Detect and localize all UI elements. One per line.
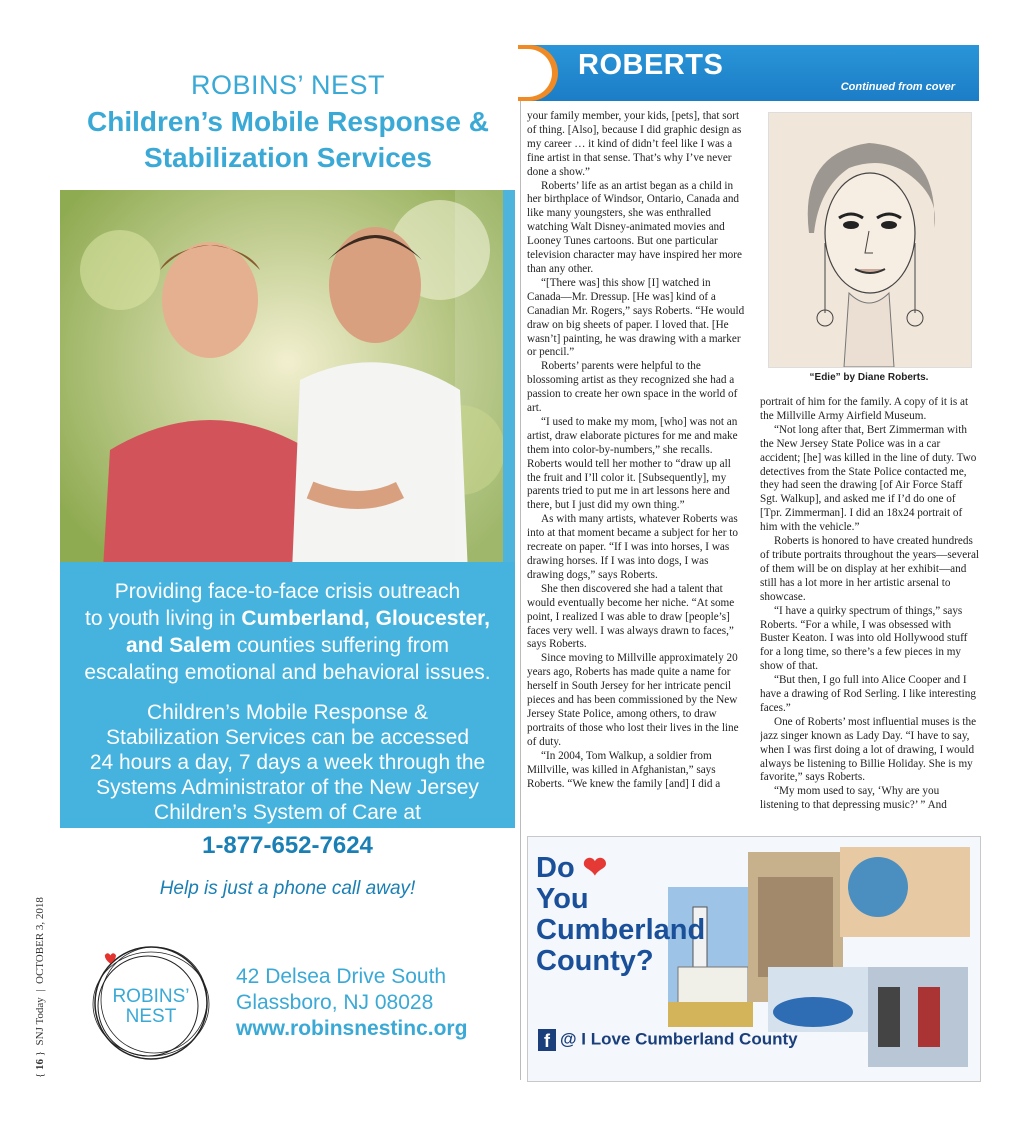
photo-stripe-light [455, 190, 503, 620]
publication-name: SNJ Today [34, 997, 46, 1046]
access-text [60, 700, 515, 825]
column-divider [520, 45, 521, 1080]
cc-line1 [536, 853, 705, 884]
photo-illustration [60, 190, 515, 620]
cc-facebook[interactable] [538, 1029, 798, 1051]
outreach-line2 [60, 605, 515, 632]
ad-title [60, 104, 516, 176]
col1-paragraph: “I used to make my mom, [who] was not an artist, draw elaborate pictures for me and make them into color-by-numbers,” she recalls. Roberts would tell her mother to “draw up all the fruit and I’ll color it. [Subsequently], my parents tried to put me in art lessons here and there, but I just did my own thing.” [527, 415, 738, 512]
edie-portrait [768, 112, 972, 368]
cc-line1-text: Do [536, 852, 575, 884]
address-line2: Glassboro, NJ 08028 [236, 991, 434, 1014]
col2-first-paragraph: portrait of him for the family. A copy of it is at the Millville Army Airfield Museum. [760, 396, 969, 422]
website-link[interactable]: www.robinsnestinc.org [236, 1017, 468, 1040]
col2-paragraph: “But then, I go full into Alice Cooper and I have a drawing of Rod Serling. I like interesting faces.” [760, 674, 976, 714]
outreach-line3-post: counties suffering from [231, 634, 449, 657]
hotline-phone[interactable]: 1-877-652-7624 [202, 832, 373, 859]
article-header [528, 45, 979, 101]
col1-paragraph: Roberts’ life as an artist began as a child in her birthplace of Windsor, Ontario, Canada and like many youngsters, she was enthralled watching Walt Disney-animated movies and Looney Tunes cartoons. But one particular television character may have inspired her more than any other. [527, 179, 742, 275]
cc-line3: Cumberland [536, 914, 706, 946]
ad-photo [60, 190, 515, 620]
outreach-line2-bold: Cumberland, Gloucester, [241, 607, 490, 630]
col1-paragraph: She then discovered she had a talent that would eventually become her niche. “At some point, I realized I was able to draw [people’s] faces very well. I was always drawn to faces,” says Roberts. [527, 582, 735, 651]
outreach-line4: escalating emotional and behavioral issues. [84, 661, 491, 684]
folio-brace-close: } [34, 1050, 46, 1059]
col2-paragraph: Roberts is honored to have created hundreds of tribute portraits throughout the years—several of them will be on display at her exhibit—and still has a lot more in her artistic arsenal to showcase. [760, 535, 980, 603]
col1-paragraph: Roberts’ parents were helpful to the blossoming artist as they recognized she had a passion to create her own space in the world of art. [527, 360, 738, 415]
address-line1: 42 Delsea Drive South [236, 965, 447, 988]
col2-paragraph: “Not long after that, Bert Zimmerman with the New Jersey State Police was in a car accident; [he] was killed in the line of duty. Two detectives from the State Police contacted me, they had seen the drawing [of Air Force Staff Sgt. Walkup], and asked me if I’d do one of [Tpr. Zimmerman]. I did an 18x24 portrait of him with the vehicle.” [760, 423, 977, 534]
cc-line4: County? [536, 945, 654, 977]
access-line3: 24 hours a day, 7 days a week through the [89, 751, 486, 774]
access-line1: Children’s Mobile Response & [147, 701, 428, 724]
ad-title-line2: Stabilization Services [144, 142, 432, 173]
robins-nest-logo [88, 940, 214, 1066]
col1-first-paragraph: your family member, your kids, [pets], that sort of thing. [Also], because I did graphic design as my career … it kind of didn’t feel like I was a fine artist in that sense. That’s why I’ve never done a show.” [527, 110, 742, 178]
folio-brace-open: { [34, 1069, 46, 1078]
outreach-line3-bold: and Salem [126, 634, 232, 657]
outreach-text [60, 578, 515, 686]
issue-date: OCTOBER 3, 2018 [34, 897, 46, 984]
col2-paragraph: “My mom used to say, ‘Why are you listening to that depressing music?’ ” And [760, 785, 947, 812]
col1-paragraph: “In 2004, Tom Walkup, a soldier from Millville, was killed in Afghanistan,” says Roberts. “We knew the family [and] I did a [527, 749, 721, 790]
page-folio: { 16 } SNJ Today | OCTOBER 3, 2018 [34, 897, 46, 1078]
article-column-2 [760, 396, 980, 820]
col1-paragraph: As with many artists, whatever Roberts was into at that moment became a subject for her to recreate on paper. “If I was into horses, I was drawing horses. If I was into dogs, I was drawing dogs,” says Roberts. [527, 513, 738, 581]
portrait-sketch [769, 113, 971, 367]
article-title: ROBERTS [578, 49, 724, 81]
access-line2: Stabilization Services can be accessed [105, 726, 470, 749]
continued-note: Continued from cover [840, 81, 955, 93]
col2-paragraph: One of Roberts’ most influential muses is the jazz singer known as Lady Day. “I have to say, when I was first doing a lot of drawing, I would always be listening to Billie Holiday. She is my favorite,” says Roberts. [760, 715, 977, 784]
logo-line2: NEST [125, 1006, 177, 1027]
ad-address [236, 964, 467, 1042]
access-line5: Children’s System of Care at [154, 801, 421, 824]
logo-line1: ROBINS’ [112, 986, 190, 1007]
portrait-caption: “Edie” by Diane Roberts. [809, 372, 929, 383]
heart-icon: ❤ [582, 852, 608, 884]
cumberland-county-ad [527, 836, 981, 1082]
ad-kicker: ROBINS’ NEST [190, 70, 386, 100]
page-number: 16 [34, 1058, 46, 1070]
cc-headline [536, 853, 705, 977]
col1-paragraph: “[There was] this show [I] watched in Canada—Mr. Dressup. [He was] kind of a Canadian Mr. Rogers,” says Roberts. “He would draw on big sheets of paper. I loved that. [He wasn’t] painting, he was drawing with a marker or pencil.” [527, 276, 745, 359]
robins-nest-ad [60, 60, 516, 1080]
article-column-1 [527, 110, 745, 820]
access-line4: Systems Administrator of the New Jersey [96, 776, 479, 799]
outreach-line1: Providing face-to-face crisis outreach [114, 580, 461, 603]
col2-paragraph: “I have a quirky spectrum of things,” says Roberts. “For a while, I was obsessed with Buster Keaton. I was into old Hollywood stuff for a long time, so there’s a few pieces in my show of that. [760, 604, 968, 673]
ad-title-line1: Children’s Mobile Response & [87, 106, 489, 137]
nest-icon [88, 940, 214, 1066]
cc-line2: You [536, 883, 589, 915]
facebook-handle: @ I Love Cumberland County [560, 1029, 798, 1049]
help-tagline: Help is just a phone call away! [159, 878, 416, 899]
col1-paragraph: Since moving to Millville approximately 20 years ago, Roberts has made quite a name for herself in South Jersey for her intricate pencil pieces and has been commissioned by the New Jersey State Police, among others, to draw portraits of those who lost their lives in the line of duty. [527, 652, 739, 748]
outreach-line3 [60, 632, 515, 659]
outreach-line2-pre: to youth living in [84, 607, 242, 630]
facebook-icon: f [538, 1029, 556, 1051]
photo-stripe [503, 190, 515, 620]
